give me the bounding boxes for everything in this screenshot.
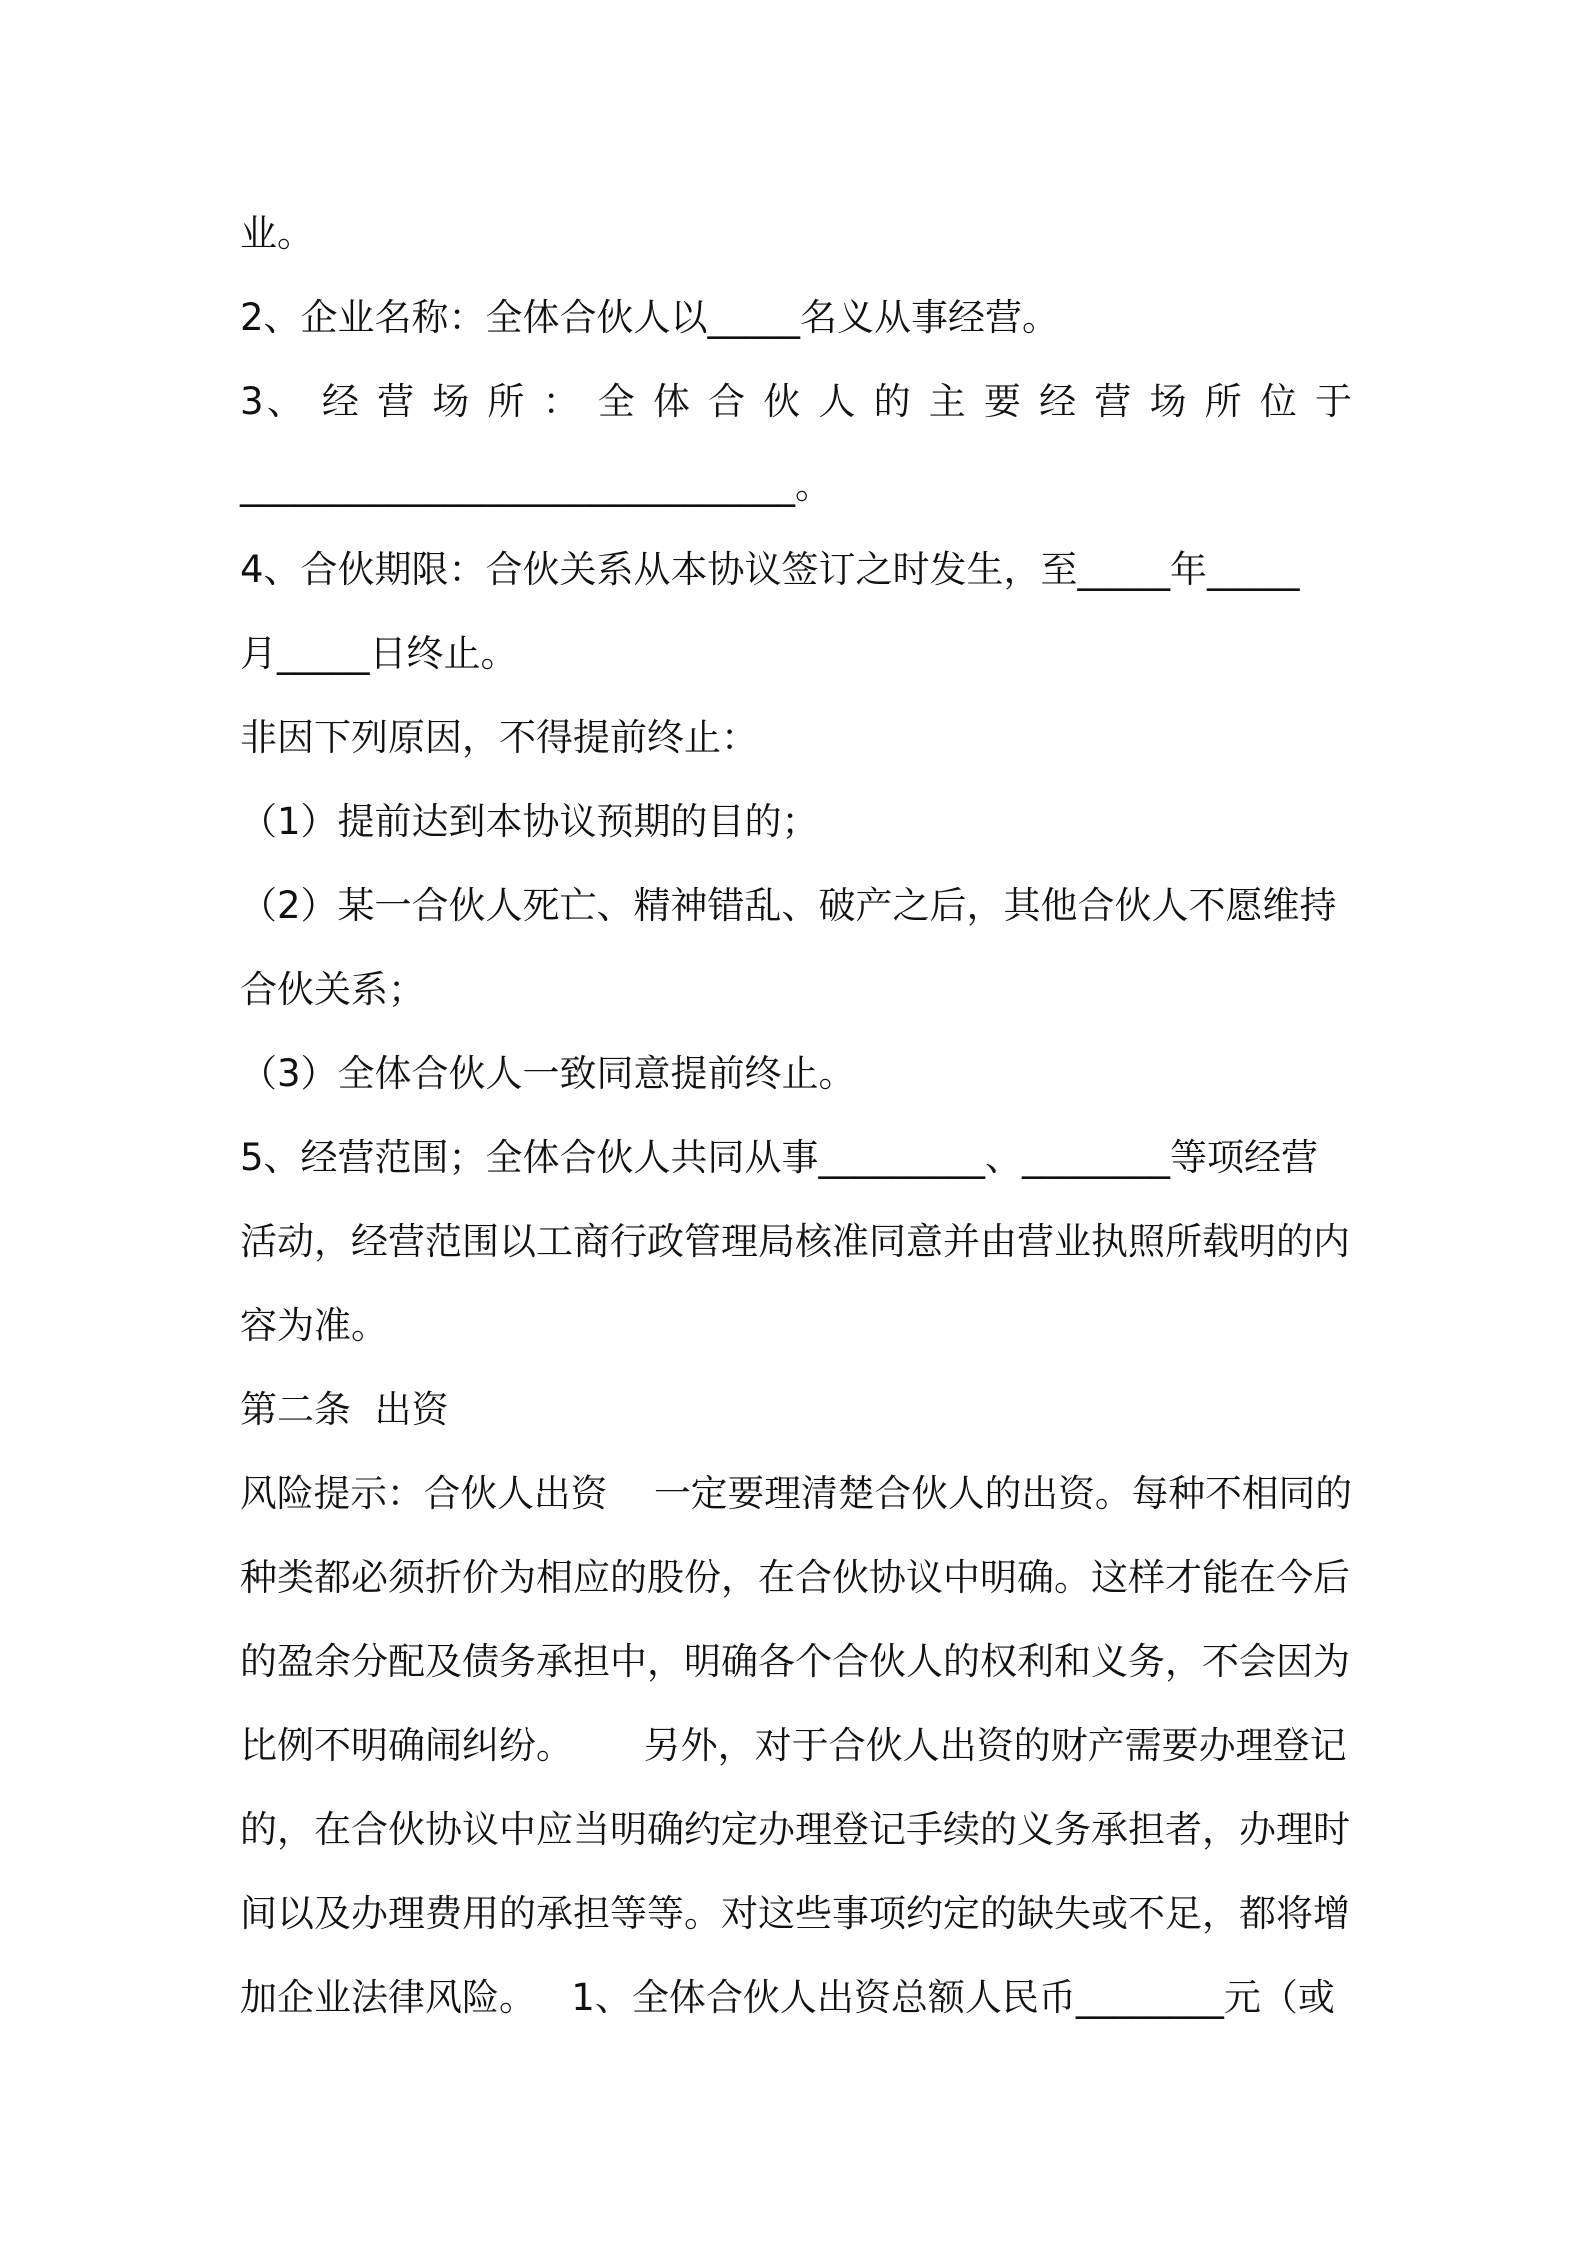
text-line-1: 业。: [240, 212, 314, 255]
text-line-3: 3、 经 营 场 所 ： 全 体 合 伙 人 的 主 要 经 营 场 所 位 于: [240, 380, 1352, 423]
text-line-22: 加企业法律风险。 1、全体合伙人出资总额人民币________元（或: [240, 1976, 1335, 2019]
text-line-15: 第二条 出资: [240, 1388, 449, 1431]
text-line-14: 容为准。: [240, 1304, 388, 1347]
text-line-9: （2）某一合伙人死亡、精神错乱、破产之后，其他合伙人不愿维持: [240, 884, 1337, 927]
text-line-19: 比例不明确闹纠纷。 另外，对于合伙人出资的财产需要办理登记: [240, 1724, 1347, 1767]
text-line-6: 月_____日终止。: [240, 632, 518, 675]
text-line-18: 的盈余分配及债务承担中，明确各个合伙人的权利和义务，不会因为: [240, 1640, 1350, 1683]
text-line-16: 风险提示：合伙人出资 一定要理清楚合伙人的出资。每种不相同的: [240, 1472, 1353, 1515]
text-line-7: 非因下列原因，不得提前终止：: [240, 716, 758, 759]
text-line-13: 活动，经营范围以工商行政管理局核准同意并由营业执照所载明的内: [240, 1220, 1350, 1263]
text-line-11: （3）全体合伙人一致同意提前终止。: [240, 1052, 856, 1095]
text-line-4: ______________________________。: [240, 464, 832, 507]
text-line-17: 种类都必须折价为相应的股份，在合伙协议中明确。这样才能在今后: [240, 1556, 1350, 1599]
text-line-12: 5、经营范围；全体合伙人共同从事_________、________等项经营: [240, 1136, 1319, 1179]
text-line-10: 合伙关系；: [240, 968, 425, 1011]
document-body: [240, 192, 1352, 2040]
text-line-21: 间以及办理费用的承担等等。对这些事项约定的缺失或不足，都将增: [240, 1892, 1350, 1935]
text-line-5: 4、合伙期限：合伙关系从本协议签订之时发生，至_____年_____: [240, 548, 1300, 591]
text-line-8: （1）提前达到本协议预期的目的；: [240, 800, 819, 843]
text-line-20: 的，在合伙协议中应当明确约定办理登记手续的义务承担者，办理时: [240, 1808, 1350, 1851]
text-line-2: 2、企业名称：全体合伙人以_____名义从事经营。: [240, 296, 1060, 339]
